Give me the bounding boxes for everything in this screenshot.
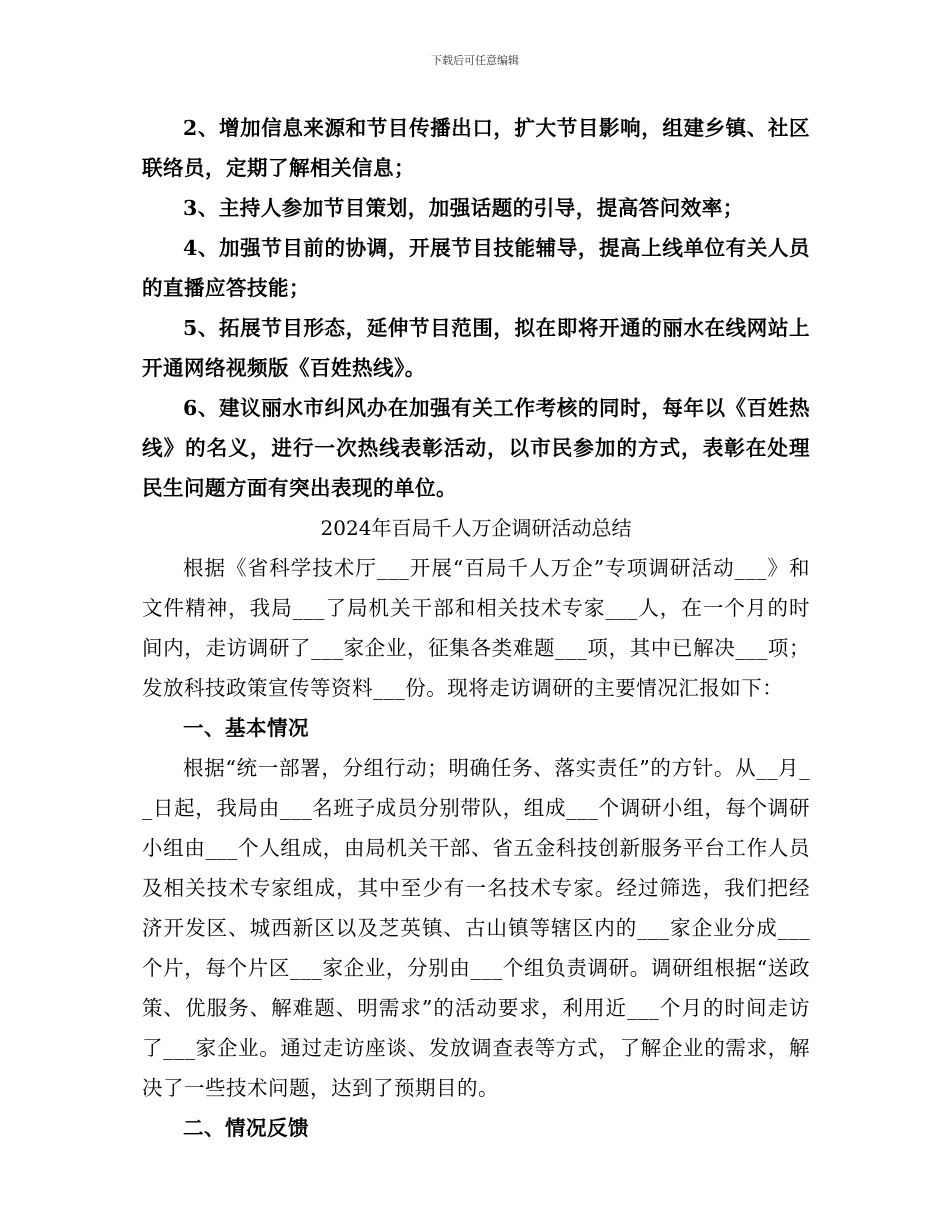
list-item: 4、加强节目前的协调，开展节目技能辅导，提高上线单位有关人员的直播应答技能；	[142, 236, 810, 300]
list-item: 2、增加信息来源和节目传播出口，扩大节目影响，组建乡镇、社区联络员，定期了解相关信息；	[142, 116, 810, 180]
document-title: 2024年百局千人万企调研活动总结	[320, 516, 632, 540]
list-item: 5、拓展节目形态，延伸节目范围，拟在即将开通的丽水在线网站上开通网络视频版《百姓热线》。	[142, 316, 810, 380]
page-header: 下载后可任意编辑	[431, 54, 519, 67]
list-item: 3、主持人参加节目策划，加强话题的引导，提高答问效率；	[183, 196, 744, 220]
intro-paragraph: 根据《省科学技术厅___开展“百局千人万企”专项调研活动___》和文件精神，我局___了局机关干部和相关技术专家___人，在一个月的时间内，走访调研了___家企业，征集各类难题___项，其中已解决___项；发放科技政策宣传等资料___份。现将走访调研的主要情况汇报如下：	[142, 556, 810, 700]
section-heading-feedback: 二、情况反馈	[183, 1116, 309, 1140]
section-body-basic: 根据“统一部署，分组行动；明确任务、落实责任”的方针。从__月__日起，我局由___名班子成员分别带队，组成___个调研小组，每个调研小组由___个人组成，由局机关干部、省五金科技创新服务平台工作人员及相关技术专家组成，其中至少有一名技术专家。经过筛选，我们把经济开发区、城西新区以及芝英镇、古山镇等辖区内的___家企业分成___个片，每个片区___家企业，分别由___个组负责调研。调研组根据“送政策、优服务、解难题、明需求”的活动要求，利用近___个月的时间走访了___家企业。通过走访座谈、发放调查表等方式，了解企业的需求，解决了一些技术问题，达到了预期目的。	[142, 756, 810, 1100]
list-item: 6、建议丽水市纠风办在加强有关工作考核的同时，每年以《百姓热线》的名义，进行一次热线表彰活动，以市民参加的方式，表彰在处理民生问题方面有突出表现的单位。	[142, 396, 810, 500]
section-heading-basic: 一、基本情况	[183, 716, 309, 740]
document-body	[142, 108, 810, 1148]
